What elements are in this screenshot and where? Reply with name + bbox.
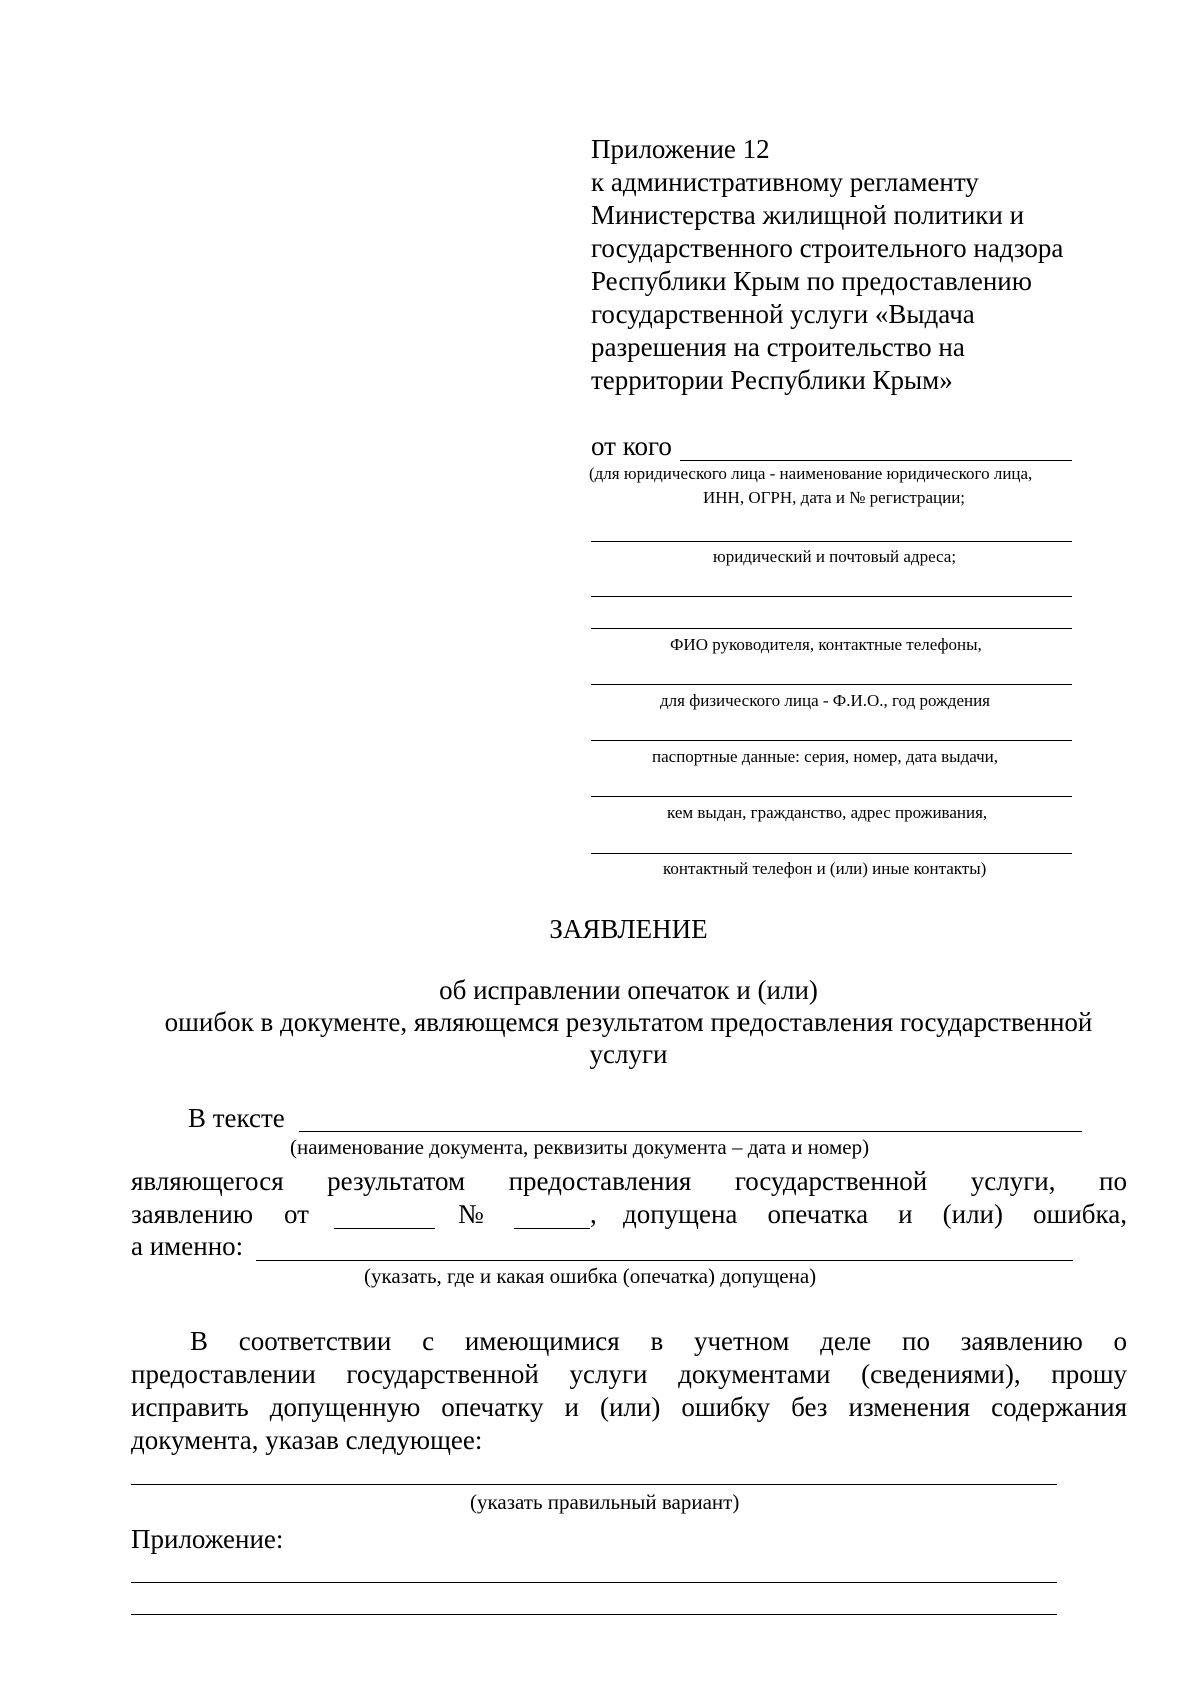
person-field-line[interactable] [591,684,1072,685]
attachment-field-line[interactable] [131,1582,1057,1583]
paragraph-last-line: документа, указав следующее: [131,1425,483,1455]
contacts-field-line[interactable] [591,853,1072,854]
from-label: от кого [591,431,672,461]
address-field-line[interactable] [591,541,1072,542]
hint-issued: кем выдан, гражданство, адрес проживания, [667,803,988,822]
document-name-field-line[interactable] [299,1131,1082,1132]
application-date-field-line[interactable] [334,1228,435,1229]
from-word: от [284,1199,309,1229]
issued-field-line[interactable] [591,796,1072,797]
word: государственной [734,1166,928,1196]
word: (или) [942,1199,1003,1229]
annex-line: к административному регламенту [591,167,979,197]
annex-line: Республики Крым по предоставлению [591,266,1032,296]
paragraph-text: В соответствии с имеющимися в учетном деле по заявлению о [190,1326,1127,1356]
word: по [1099,1166,1127,1196]
document-subtitle-line: услуги [589,1039,668,1069]
hint-person: для физического лица - Ф.И.О., год рождения [660,691,990,710]
error-description-field-line[interactable] [256,1260,1073,1261]
comma: , [590,1199,597,1229]
body-line-error [623,1198,1127,1230]
number-sign: № [458,1199,484,1229]
hint-passport: паспортные данные: серия, номер, дата выдачи, [652,747,998,766]
word: опечатка [767,1199,869,1229]
annex-line: государственной услуги «Выдача [591,299,975,329]
hint-director: ФИО руководителя, контактные телефоны, [670,635,982,654]
document-subtitle-line: об исправлении опечаток и (или) [439,975,818,1005]
body-line-result [131,1165,1127,1197]
namely-label: а именно: [131,1231,244,1261]
hint-legal-entity: (для юридического лица - наименование юридического лица, [589,464,1033,483]
annex-line: территории Республики Крым» [591,365,953,395]
document-subtitle-line: ошибок в документе, являющемся результатом предоставления государственной [164,1007,1093,1037]
annex-line: Министерства жилищной политики и [591,200,1025,230]
error-description-hint: (указать, где и какая ошибка (опечатка) допущена) [364,1264,817,1288]
paragraph-line [131,1391,1127,1423]
paragraph-text: исправить допущенную опечатку и (или) ошибку без изменения содержания [131,1392,1127,1422]
word: ошибка, [1033,1199,1127,1229]
annex-line: Приложение 12 [591,134,770,164]
annex-line: государственного строительного надзора [591,233,1064,263]
paragraph-line [131,1358,1127,1390]
word: услуги, [970,1166,1056,1196]
hint-address: юридический и почтовый адреса; [713,547,957,566]
attachment-field-line[interactable] [131,1614,1057,1615]
attachment-label: Приложение: [131,1524,284,1554]
correct-variant-field-line[interactable] [131,1484,1057,1485]
application-word: заявлению [131,1199,253,1229]
from-field-line[interactable] [680,460,1072,461]
application-number-field-line[interactable] [514,1228,590,1229]
correct-variant-hint: (указать правильный вариант) [470,1490,740,1514]
extra-field-line[interactable] [591,596,1072,597]
word: предоставления [508,1166,692,1196]
in-text-label: В тексте [188,1103,285,1133]
annex-line: разрешения на строительство на [591,332,965,362]
hint-legal-details: ИНН, ОГРН, дата и № регистрации; [703,488,966,507]
hint-contacts: контактный телефон и (или) иные контакты) [663,859,987,878]
word: и [898,1199,913,1229]
paragraph-line [190,1325,1127,1357]
word: результатом [327,1166,466,1196]
passport-field-line[interactable] [591,740,1072,741]
word: являющегося [131,1166,284,1196]
document-name-hint: (наименование документа, реквизиты документа – дата и номер) [290,1135,870,1159]
document-title: ЗАЯВЛЕНИЕ [549,914,708,944]
paragraph-text: предоставлении государственной услуги документами (сведениями), прошу [131,1359,1127,1389]
word: допущена [623,1199,738,1229]
director-field-line[interactable] [591,628,1072,629]
